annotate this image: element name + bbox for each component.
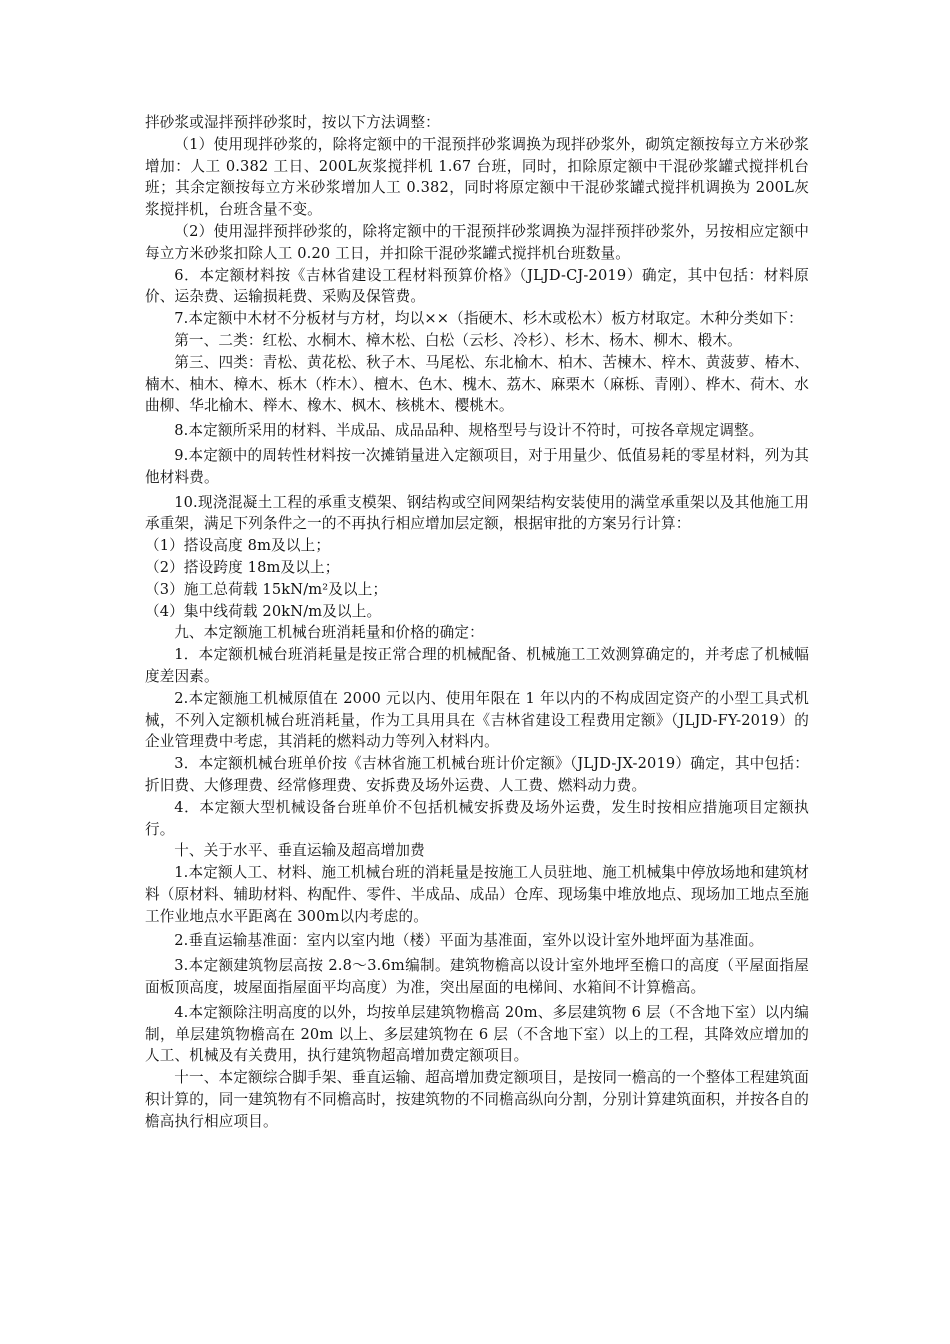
section-eleven: 十一、本定额综合脚手架、垂直运输、超高增加费定额项目，是按同一檐高的一个整体工程建筑面积计算的，同一建筑物有不同檐高时，按建筑物的不同檐高纵向分割，分别计算建筑面积，并按各自的檐高执行相应项目。 — [145, 1069, 809, 1130]
paragraph-item-9: 9.本定额中的周转性材料按一次摊销量进入定额项目，对于用量少、低值易耗的零星材料，列为其他材料费。 — [145, 446, 809, 486]
paragraph-item-6-materials: 6．本定额材料按《吉林省建设工程材料预算价格》（JLJD-CJ-2019）确定，其中包括：材料原价、运杂费、运输损耗费、采购及保管费。 — [145, 266, 809, 306]
section-ten-item-2: 2.垂直运输基准面：室内以室内地（楼）平面为基准面，室外以设计室外地坪面为基准面。 — [174, 932, 764, 950]
section-ten-item-3: 3.本定额建筑物层高按 2.8～3.6m编制。建筑物檐高以设计室外地坪至檐口的高度（平屋面指屋面板顶高度，坡屋面指屋面平均高度）为准，突出屋面的电梯间、水箱间不计算檐高。 — [145, 957, 809, 997]
paragraph-mortar-intro: 拌砂浆或湿拌预拌砂浆时，按以下方法调整： — [145, 114, 440, 131]
section-heading-nine: 九、本定额施工机械台班消耗量和价格的确定： — [174, 624, 484, 642]
paragraph-timber-class-3-4: 第三、四类：青松、黄花松、秋子木、马尾松、东北榆木、柏木、苦楝木、梓木、黄菠萝、椿木、楠木、柚木、樟木、栎木（柞木）、檀木、色木、槐木、荔木、麻栗木（麻栎、青刚）、桦木、荷木、水曲柳、华北榆木、榉木、橡木、枫木、核桃木、樱桃木。 — [145, 353, 809, 415]
section-nine-item-2: 2.本定额施工机械原值在 2000 元以内、使用年限在 1 年以内的不构成固定资产的小型工具式机械，不列入定额机械台班消耗量，作为工具用具在《吉林省建设工程费用定额》（JLJD-FY-2019）的企业管理费中考虑，其消耗的燃料动力等列入材料内。 — [145, 689, 809, 751]
section-nine-item-3: 3．本定额机械台班单价按《吉林省施工机械台班计价定额》（JLJD-JX-2019）确定，其中包括：折旧费、大修理费、经常修理费、安拆费及场外运费、人工费、燃料动力费。 — [145, 755, 809, 794]
paragraph-timber-class-1-2: 第一、二类：红松、水桐木、樟木松、白松（云杉、冷杉）、杉木、杨木、柳木、椴木。 — [174, 331, 742, 349]
condition-item: （4）集中线荷载 20kN/m及以上。 — [145, 602, 382, 620]
condition-item: （3）施工总荷载 15kN/m²及以上； — [145, 580, 388, 598]
section-heading-ten: 十、关于水平、垂直运输及超高增加费 — [174, 842, 425, 860]
paragraph-item-8: 8.本定额所采用的材料、半成品、成品品种、规格型号与设计不符时，可按各章规定调整。 — [174, 422, 764, 440]
conditions-list — [145, 535, 809, 622]
paragraph-site-mixed-mortar: （1）使用现拌砂浆的，除将定额中的干混预拌砂浆调换为现拌砂浆外，砌筑定额按每立方米砂浆增加：人工 0.382 工日、200L灰浆搅拌机 1.67 台班，同时，扣除原定额中干混砂浆罐式搅拌机台班；其余定额按每立方米砂浆增加人工 0.382，同时将原定额中干混砂浆罐式搅拌机调换为 200L灰浆搅拌机，台班含量不变。 — [145, 135, 809, 219]
paragraph-item-7-timber: 7.本定额中木材不分板材与方材，均以××（指硬木、杉木或松木）板方材取定。木种分类如下： — [174, 310, 803, 328]
paragraph-item-10: 10.现浇混凝土工程的承重支模架、钢结构或空间网架结构安装使用的满堂承重架以及其他施工用承重架，满足下列条件之一的不再执行相应增加层定额，根据审批的方案另行计算： — [145, 493, 809, 533]
section-nine-item-1: 1．本定额机械台班消耗量是按正常合理的机械配备、机械施工工效测算确定的，并考虑了机械幅度差因素。 — [145, 646, 809, 685]
condition-item: （2）搭设跨度 18m及以上； — [145, 558, 340, 576]
document-body — [145, 112, 809, 1133]
section-nine-item-4: 4．本定额大型机械设备台班单价不包括机械安拆费及场外运费，发生时按相应措施项目定额执行。 — [145, 798, 809, 838]
condition-item: （1）搭设高度 8m及以上； — [145, 537, 331, 555]
paragraph-wet-mixed-mortar: （2）使用湿拌预拌砂浆的，除将定额中的干混预拌砂浆调换为湿拌预拌砂浆外，另按相应定额中每立方米砂浆扣除人工 0.20 工日，并扣除干混砂浆罐式搅拌机台班数量。 — [145, 222, 809, 262]
section-ten-item-4: 4.本定额除注明高度的以外，均按单层建筑物檐高 20m、多层建筑物 6 层（不含地下室）以内编制，单层建筑物檐高在 20m 以上、多层建筑物在 6 层（不含地下室）以上的工程，其降效应增加的人工、机械及有关费用，执行建筑物超高增加费定额项目。 — [145, 1003, 809, 1065]
section-ten-item-1: 1.本定额人工、材料、施工机械台班的消耗量是按施工人员驻地、施工机械集中停放场地和建筑材料（原材料、辅助材料、构配件、零件、半成品、成品）仓库、现场集中堆放地点、现场加工地点至施工作业地点水平距离在 300m以内考虑的。 — [145, 864, 809, 925]
